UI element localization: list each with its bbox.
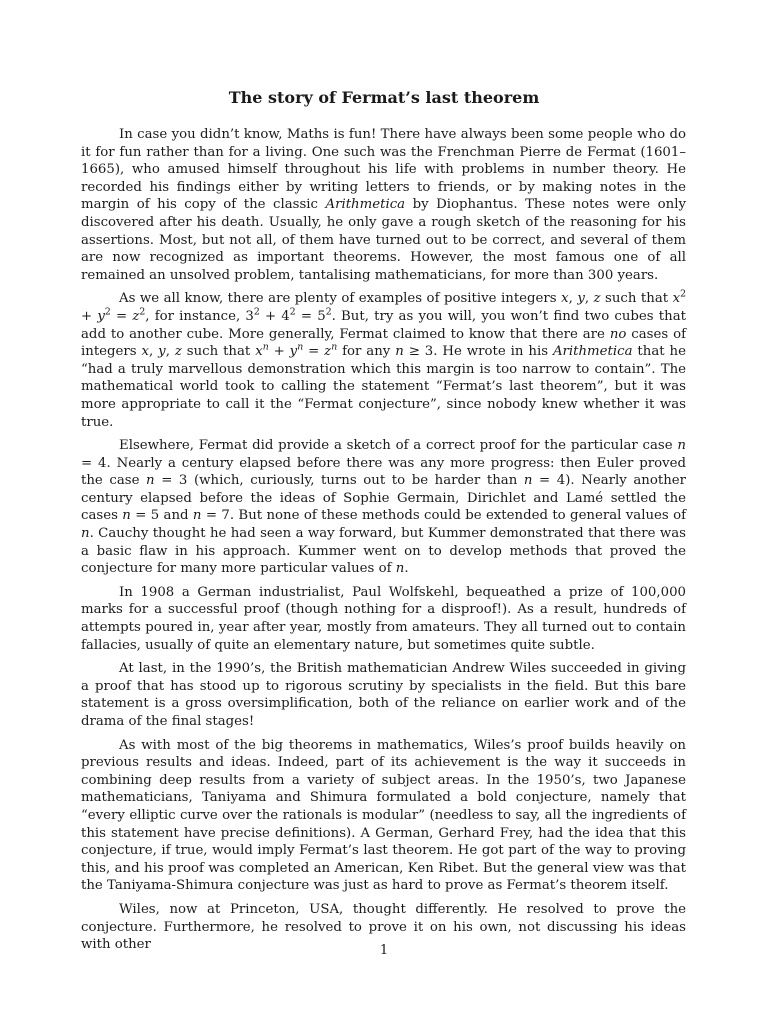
- superscript: n: [331, 341, 338, 353]
- text-run: = 5 and: [130, 508, 193, 524]
- text-run: ≥ 3. He wrote in his: [403, 344, 553, 360]
- text-run: for any: [337, 344, 396, 360]
- text-run: . Cauchy thought he had seen a way forward, but Kummer demonstrated that there was a basic flaw in his approach. Kummer went on to develop methods that proved the conjecture for many more particular values of: [81, 526, 686, 577]
- text-run: = 5: [295, 308, 326, 324]
- text-run: = 3 (which, curiously, turns out to be harder than: [154, 473, 524, 489]
- text-run: ,: [568, 291, 578, 307]
- math-variable: n: [81, 526, 90, 542]
- text-run: by Diophantus. These notes were only discovered after his death. Usually, he only gave a rough sketch of the reasoning for his assertions. Most, but not all, of them have turned out to be correct, and several of them are now recognized as important theorems. However, the most famous one of all remained an unsolved problem, tantalising mathematicians, for more than 300 years.: [81, 197, 686, 283]
- text-run: At last, in the 1990’s, the British mathematician Andrew Wiles succeeded in giving a proof that has stood up to rigorous scrutiny by specialists in the field. But this bare statement is a gross oversimplification, both of the reliance on earlier work and of the drama of the final stages!: [81, 661, 686, 729]
- math-variable: n: [122, 508, 131, 524]
- superscript: 2: [139, 306, 146, 318]
- document-body: [81, 126, 686, 960]
- math-variable: x: [672, 291, 681, 307]
- math-variable: x: [141, 344, 150, 360]
- math-variable: n: [395, 344, 404, 360]
- paragraph: [81, 290, 686, 431]
- math-variable: z: [324, 344, 332, 360]
- math-variable: x: [255, 344, 263, 360]
- text-run: = 4). Nearly another century elapsed before the ideas of Sophie Germain, Dirichlet and Lamé settled the cases: [81, 473, 686, 524]
- superscript: 2: [104, 306, 111, 318]
- superscript: 2: [325, 306, 332, 318]
- paragraph: [81, 660, 686, 730]
- text-run: ,: [584, 291, 594, 307]
- text-run: .: [404, 561, 409, 577]
- text-run: that he “had a truly marvellous demonstration which this margin is too narrow to contain”. The mathematical world took to calling the statement “Fermat’s last theorem”, but it was more appropriate to call it the “Fermat conjecture”, since nobody knew whether it was true.: [81, 344, 686, 430]
- text-run: = 4. Nearly a century elapsed before there was any more progress: then Euler proved the case: [81, 455, 686, 489]
- text-run: =: [303, 344, 325, 360]
- text-run: =: [110, 308, 133, 324]
- paragraph: [81, 437, 686, 578]
- math-variable: y: [577, 291, 585, 307]
- math-variable: n: [523, 473, 533, 489]
- text-run: In case you didn’t know, Maths is fun! There have always been some people who do it for fun rather than for a living. One such was the Frenchman Pierre de Fermat (1601–1665), who amused himself throughout his life with problems in number theory. He recorded his findings either by writing letters to friends, or by making notes in the margin of his copy of the classic: [81, 127, 686, 213]
- text-run: ,: [149, 344, 159, 360]
- text-run: ,: [165, 344, 175, 360]
- text-run: such that: [181, 344, 256, 360]
- paragraph: [81, 737, 686, 895]
- document-title: The story of Fermat’s last theorem: [228, 88, 540, 107]
- text-run: such that: [600, 291, 673, 307]
- emphasis-text: no: [609, 326, 627, 342]
- text-run: cases of integers: [81, 326, 687, 360]
- text-run: As with most of the big theorems in mathematics, Wiles’s proof builds heavily on previous results and ideas. Indeed, part of its achievement is the way it succeeds in combining deep results from a variety of subject areas. In the 1950’s, two Japanese mathematicians, Taniyama and Shimura formulated a bold conjecture, namely that “every elliptic curve over the rationals is modular” (needless to say, all the ingredients of this statement have precise definitions). A German, Gerhard Frey, had the idea that this conjecture, if true, would imply Fermat’s last theorem. He got part of the way to proving this, and his proof was completed an American, Ken Ribet. But the general view was that the Taniyama-Shimura conjecture was just as hard to prove as Fermat’s theorem itself.: [81, 737, 686, 894]
- math-variable: n: [395, 561, 405, 577]
- text-run: + 4: [259, 308, 290, 324]
- emphasis-text: Arithmetica: [552, 344, 633, 360]
- text-run: In 1908 a German industrialist, Paul Wolfskehl, bequeathed a prize of 100,000 marks for a successful proof (though nothing for a disproof!). As a result, hundreds of attempts poured in, year after year, mostly from amateurs. They all turned out to contain fallacies, usually of quite an elementary nature, but sometimes quite subtle.: [81, 584, 686, 653]
- page-number: 1: [379, 943, 389, 958]
- math-variable: z: [593, 291, 601, 307]
- emphasis-text: Arithmetica: [325, 197, 406, 213]
- math-variable: n: [677, 438, 686, 454]
- superscript: 2: [680, 288, 686, 300]
- text-run: , for instance, 3: [145, 308, 254, 324]
- superscript: n: [262, 341, 269, 353]
- text-run: = 7. But none of these methods could be extended to general values of: [201, 508, 687, 524]
- superscript: n: [297, 341, 304, 353]
- math-variable: x: [561, 291, 569, 307]
- math-variable: n: [192, 508, 202, 524]
- math-variable: y: [97, 308, 105, 324]
- superscript: 2: [289, 306, 296, 318]
- math-variable: z: [174, 344, 182, 360]
- math-variable: y: [158, 344, 166, 360]
- math-variable: z: [132, 308, 140, 324]
- math-variable: y: [289, 344, 298, 360]
- text-run: Wiles, now at Princeton, USA, thought differently. He resolved to prove the conjecture. Furthermore, he resolved to prove it on his own, not discussing his ideas with other: [81, 901, 686, 953]
- text-run: Elsewhere, Fermat did provide a sketch of a correct proof for the particular case: [119, 438, 678, 454]
- text-run: +: [268, 344, 290, 360]
- text-run: As we all know, there are plenty of examples of positive integers: [119, 291, 562, 307]
- math-variable: n: [146, 473, 155, 489]
- paragraph: [81, 126, 686, 284]
- paragraph: [81, 584, 686, 654]
- superscript: 2: [253, 306, 260, 318]
- text-run: . But, try as you will, you won’t find two cubes that add to another cube. More generally, Fermat claimed to know that there are: [81, 308, 686, 342]
- text-run: +: [81, 308, 98, 324]
